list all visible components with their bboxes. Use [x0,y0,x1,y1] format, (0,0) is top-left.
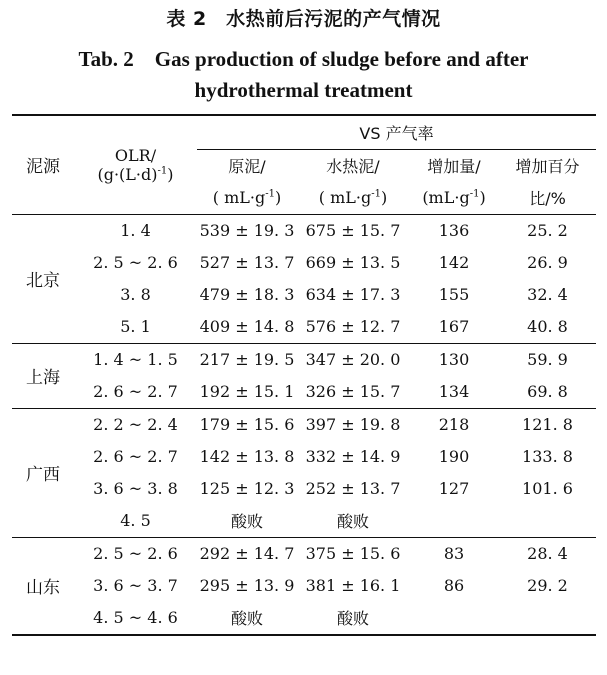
header-increase: 增加量/ [427,157,481,177]
hydro-cell: 酸败 [336,512,369,531]
title-en-line-2: hydrothermal treatment [194,78,413,102]
table-row [12,408,596,441]
unit-hydro: ( $mL\cdot g^{-1}$) [318,188,388,208]
table-title-english [0,44,607,106]
source-cell: 北京 [26,271,60,291]
increase-cell: 130 [438,350,470,369]
olr-cell: 3. 6 ~ 3. 8 [93,479,178,498]
percent-cell [499,602,596,635]
hydro-cell: 252 ± 13. 7 [305,479,401,498]
raw-cell: 292 ± 14. 7 [199,544,295,563]
olr-cell: 1. 4 ~ 1. 5 [93,350,178,369]
raw-cell: 539 ± 19. 3 [199,221,295,240]
raw-cell: 酸败 [230,609,263,628]
hydro-cell: 634 ± 17. 3 [305,285,401,304]
header-percent: 增加百分 [515,157,580,177]
table-row [12,214,596,247]
table-title-chinese: 表 2 水热前后污泥的产气情况 [166,8,441,30]
increase-cell: 190 [438,447,470,466]
header-source: 泥源 [26,157,60,178]
table-row [12,505,596,538]
olr-cell: 3. 8 [120,285,151,304]
table-row [12,343,596,376]
percent-cell: 40. 8 [527,317,568,336]
raw-cell: 142 ± 13. 8 [199,447,295,466]
hydro-cell: 576 ± 12. 7 [305,317,401,336]
hydro-cell: 381 ± 16. 1 [305,576,401,595]
olr-cell: 3. 6 ~ 3. 7 [93,576,178,595]
increase-cell: 83 [443,544,465,563]
header-olr-line1: OLR/ [114,145,157,165]
source-cell: 广西 [26,465,60,485]
increase-cell: 218 [438,415,470,434]
olr-cell: 2. 6 ~ 2. 7 [93,382,178,401]
source-cell: 上海 [26,368,60,388]
increase-cell: 167 [438,317,470,336]
hydro-cell: 酸败 [336,609,369,628]
percent-cell: 133. 8 [522,447,573,466]
raw-cell: 409 ± 14. 8 [199,317,295,336]
raw-cell: 179 ± 15. 6 [199,415,295,434]
table-row [12,602,596,635]
hydro-cell: 375 ± 15. 6 [305,544,401,563]
header-raw: 原泥/ [228,157,266,177]
percent-cell: 26. 9 [527,253,568,272]
increase-cell: 142 [438,253,470,272]
table-row [12,473,596,505]
increase-cell [409,602,499,635]
raw-cell: 295 ± 13. 9 [199,576,295,595]
unit-percent: 比/% [529,189,566,209]
hydro-cell: 675 ± 15. 7 [305,221,401,240]
olr-cell: 1. 4 [120,221,151,240]
gas-production-table [12,114,596,636]
table-body [12,214,596,635]
unit-raw: ( $mL\cdot g^{-1}$) [212,188,282,208]
raw-cell: 192 ± 15. 1 [199,382,295,401]
percent-cell [499,505,596,538]
increase-cell: 136 [438,221,470,240]
source-cell: 山东 [26,578,60,598]
raw-cell: 479 ± 18. 3 [199,285,295,304]
percent-cell: 28. 4 [527,544,568,563]
percent-cell: 101. 6 [522,479,573,498]
table-row [12,279,596,311]
table-row [12,311,596,344]
percent-cell: 29. 2 [527,576,568,595]
hydro-cell: 326 ± 15. 7 [305,382,401,401]
olr-cell: 2. 2 ~ 2. 4 [93,415,178,434]
title-en-line-1: Tab. 2 Gas production of sludge before and after [78,47,529,71]
increase-cell: 127 [438,479,470,498]
hydro-cell: 397 ± 19. 8 [305,415,401,434]
table-row [12,570,596,602]
percent-cell: 59. 9 [527,350,568,369]
olr-cell: 4. 5 ~ 4. 6 [93,608,178,627]
header-hydro: 水热泥/ [326,157,380,177]
olr-cell: 5. 1 [120,317,151,336]
header-olr-line2: $(g\cdot(L\cdot d)^{-1})$ [97,164,174,184]
increase-cell: 134 [438,382,470,401]
olr-cell: 2. 5 ~ 2. 6 [93,253,178,272]
hydro-cell: 669 ± 13. 5 [305,253,401,272]
increase-cell: 86 [443,576,465,595]
percent-cell: 32. 4 [527,285,568,304]
increase-cell: 155 [438,285,470,304]
raw-cell: 217 ± 19. 5 [199,350,295,369]
raw-cell: 酸败 [230,512,263,531]
unit-increase: $(mL\cdot g^{-1})$ [422,188,486,208]
table-row [12,376,596,409]
hydro-cell: 347 ± 20. 0 [305,350,401,369]
raw-cell: 125 ± 12. 3 [199,479,295,498]
table-row [12,441,596,473]
header-vs-group: VS 产气率 [197,115,596,149]
percent-cell: 69. 8 [527,382,568,401]
percent-cell: 25. 2 [527,221,568,240]
table-row [12,247,596,279]
raw-cell: 527 ± 13. 7 [199,253,295,272]
hydro-cell: 332 ± 14. 9 [305,447,401,466]
olr-cell: 4. 5 [120,511,151,530]
olr-cell: 2. 5 ~ 2. 6 [93,544,178,563]
increase-cell [409,505,499,538]
header-olr [74,115,197,214]
percent-cell: 121. 8 [522,415,573,434]
table-row [12,537,596,570]
olr-cell: 2. 6 ~ 2. 7 [93,447,178,466]
